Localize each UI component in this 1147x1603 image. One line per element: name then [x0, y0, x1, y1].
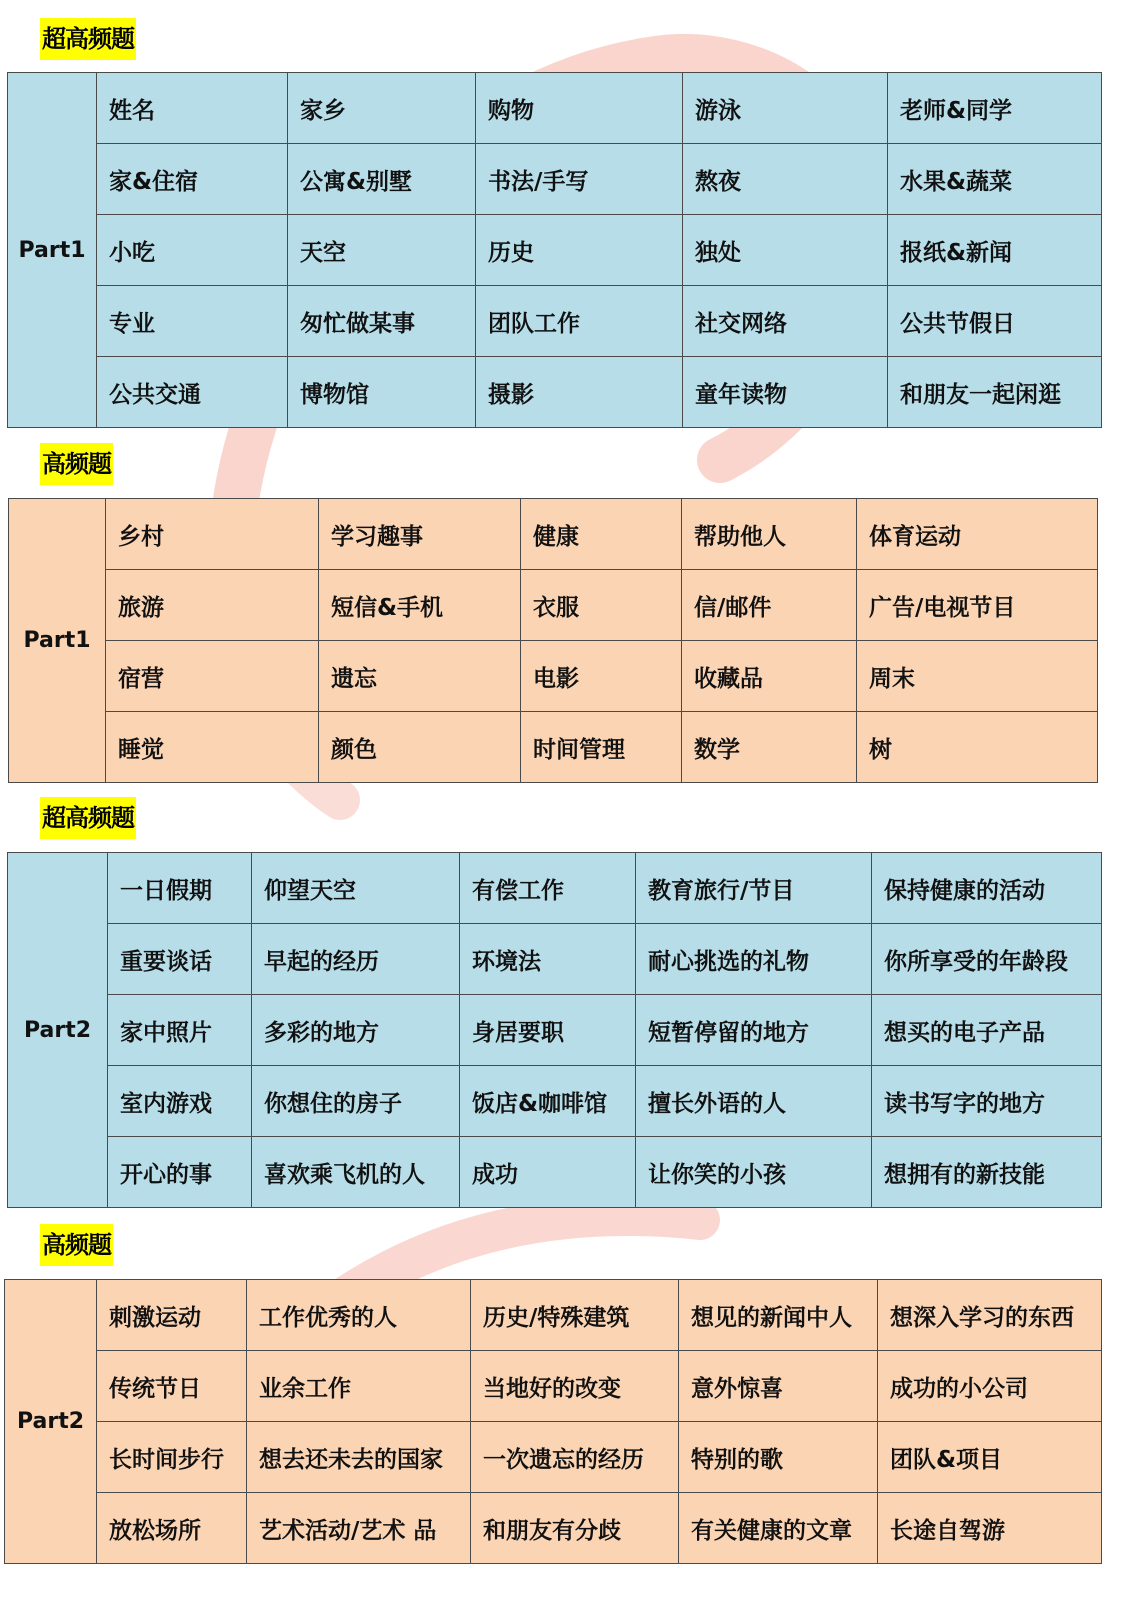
topic-cell: 团队&项目	[878, 1422, 1102, 1493]
topic-cell: 广告/电视节目	[857, 570, 1098, 641]
topic-cell: 让你笑的小孩	[636, 1137, 872, 1208]
topic-cell: 公寓&别墅	[288, 144, 476, 215]
topic-cell: 小吃	[97, 215, 288, 286]
topic-cell: 早起的经历	[252, 924, 460, 995]
topic-cell: 颜色	[319, 712, 521, 783]
topic-cell: 购物	[476, 73, 683, 144]
topic-cell: 室内游戏	[108, 1066, 252, 1137]
topic-cell: 学习趣事	[319, 499, 521, 570]
topic-cell: 身居要职	[460, 995, 636, 1066]
topic-cell: 老师&同学	[888, 73, 1102, 144]
topic-cell: 放松场所	[97, 1493, 247, 1564]
topic-cell: 乡村	[106, 499, 319, 570]
topic-cell: 帮助他人	[682, 499, 857, 570]
topic-cell: 独处	[683, 215, 888, 286]
topic-cell: 信/邮件	[682, 570, 857, 641]
topic-cell: 重要谈话	[108, 924, 252, 995]
topic-cell: 你想住的房子	[252, 1066, 460, 1137]
topic-cell: 长时间步行	[97, 1422, 247, 1493]
topic-cell: 成功的小公司	[878, 1351, 1102, 1422]
topic-cell: 树	[857, 712, 1098, 783]
topic-cell: 刺激运动	[97, 1280, 247, 1351]
topic-cell: 开心的事	[108, 1137, 252, 1208]
topic-cell: 报纸&新闻	[888, 215, 1102, 286]
topic-cell: 喜欢乘飞机的人	[252, 1137, 460, 1208]
topic-cell: 想去还未去的国家	[247, 1422, 471, 1493]
topic-cell: 周末	[857, 641, 1098, 712]
topic-cell: 传统节日	[97, 1351, 247, 1422]
topic-cell: 一次遗忘的经历	[471, 1422, 679, 1493]
topic-cell: 保持健康的活动	[872, 853, 1102, 924]
topic-cell: 意外惊喜	[679, 1351, 878, 1422]
topic-cell: 家&住宿	[97, 144, 288, 215]
topic-cell: 童年读物	[683, 357, 888, 428]
topic-cell: 想见的新闻中人	[679, 1280, 878, 1351]
topic-cell: 想深入学习的东西	[878, 1280, 1102, 1351]
topic-cell: 擅长外语的人	[636, 1066, 872, 1137]
part-label: Part2	[5, 1280, 97, 1564]
topic-cell: 你所享受的年龄段	[872, 924, 1102, 995]
topic-cell: 一日假期	[108, 853, 252, 924]
topic-cell: 耐心挑选的礼物	[636, 924, 872, 995]
topic-cell: 宿营	[106, 641, 319, 712]
topic-cell: 旅游	[106, 570, 319, 641]
topic-cell: 熬夜	[683, 144, 888, 215]
topic-cell: 短暂停留的地方	[636, 995, 872, 1066]
topic-cell: 收藏品	[682, 641, 857, 712]
topic-cell: 工作优秀的人	[247, 1280, 471, 1351]
topic-cell: 想买的电子产品	[872, 995, 1102, 1066]
topic-cell: 姓名	[97, 73, 288, 144]
table-part2-super-high	[7, 852, 1102, 1208]
topic-cell: 历史	[476, 215, 683, 286]
topic-cell: 衣服	[521, 570, 682, 641]
topic-cell: 游泳	[683, 73, 888, 144]
topic-cell: 体育运动	[857, 499, 1098, 570]
topic-cell: 环境法	[460, 924, 636, 995]
topic-cell: 天空	[288, 215, 476, 286]
topic-cell: 水果&蔬菜	[888, 144, 1102, 215]
topic-cell: 和朋友一起闲逛	[888, 357, 1102, 428]
tag-super-high-part2: 超高频题	[40, 797, 136, 839]
tag-high-part2: 高频题	[40, 1224, 113, 1266]
table-part2-high	[4, 1279, 1102, 1564]
topic-cell: 博物馆	[288, 357, 476, 428]
topic-cell: 家乡	[288, 73, 476, 144]
topic-cell: 书法/手写	[476, 144, 683, 215]
topic-cell: 短信&手机	[319, 570, 521, 641]
topic-cell: 睡觉	[106, 712, 319, 783]
topic-cell: 和朋友有分歧	[471, 1493, 679, 1564]
topic-cell: 电影	[521, 641, 682, 712]
part-label: Part1	[8, 73, 97, 428]
topic-cell: 匆忙做某事	[288, 286, 476, 357]
table-part1-high	[8, 498, 1098, 783]
topic-cell: 教育旅行/节目	[636, 853, 872, 924]
topic-cell: 当地好的改变	[471, 1351, 679, 1422]
topic-cell: 历史/特殊建筑	[471, 1280, 679, 1351]
topic-cell: 专业	[97, 286, 288, 357]
table-part1-super-high	[7, 72, 1102, 428]
topic-cell: 饭店&咖啡馆	[460, 1066, 636, 1137]
topic-cell: 团队工作	[476, 286, 683, 357]
tag-high-part1: 高频题	[40, 443, 113, 485]
topic-cell: 想拥有的新技能	[872, 1137, 1102, 1208]
tag-super-high-part1: 超高频题	[40, 18, 136, 60]
topic-cell: 遗忘	[319, 641, 521, 712]
topic-cell: 成功	[460, 1137, 636, 1208]
topic-cell: 健康	[521, 499, 682, 570]
topic-cell: 读书写字的地方	[872, 1066, 1102, 1137]
topic-cell: 社交网络	[683, 286, 888, 357]
topic-cell: 公共节假日	[888, 286, 1102, 357]
part-label: Part1	[9, 499, 106, 783]
topic-cell: 有关健康的文章	[679, 1493, 878, 1564]
topic-cell: 家中照片	[108, 995, 252, 1066]
topic-cell: 长途自驾游	[878, 1493, 1102, 1564]
topic-cell: 时间管理	[521, 712, 682, 783]
topic-cell: 公共交通	[97, 357, 288, 428]
topic-cell: 数学	[682, 712, 857, 783]
topic-cell: 特别的歌	[679, 1422, 878, 1493]
topic-cell: 多彩的地方	[252, 995, 460, 1066]
topic-cell: 业余工作	[247, 1351, 471, 1422]
topic-cell: 艺术活动/艺术 品	[247, 1493, 471, 1564]
topic-cell: 摄影	[476, 357, 683, 428]
topic-cell: 有偿工作	[460, 853, 636, 924]
part-label: Part2	[8, 853, 108, 1208]
topic-cell: 仰望天空	[252, 853, 460, 924]
